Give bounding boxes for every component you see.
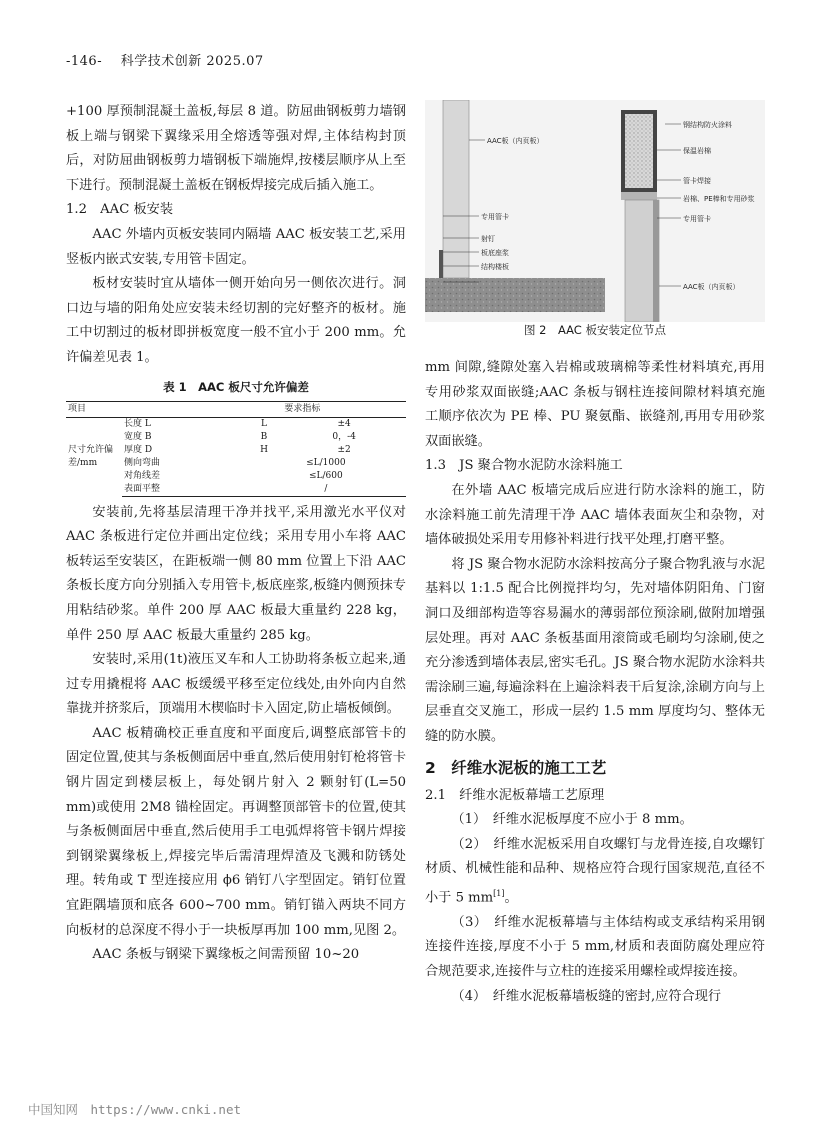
table-cell: 宽度 B: [124, 431, 152, 442]
paragraph: AAC 板精确校正垂直度和平面度后,调整底部管卡的固定位置,使其与条板侧面居中垂直,然后使用射钉枪将管卡钢片固定到楼层板上，每处钢片射入 2 颗射钉(L=50 mm)或使用 2M8 锚栓固定。再调整顶部管卡的位置,使其与条板侧面居中垂直,然后使用手工电弧焊将管卡钢片焊接到钢梁翼缘板上,焊接完毕后需清理焊渣及飞溅和防锈处理。转角或 T 型连接应用 ϕ6 销钉八字型固定。销钉位置宜距隅墙顶和底各 600~700 mm。销钉锚入两块不同方向板材的总深度不得小于一块板厚再加 100 mm,见图 2。: [66, 725, 406, 938]
table-header: 要求指标: [282, 401, 406, 417]
footer-watermark: 中国知网 https://www.cnki.net: [28, 1102, 242, 1117]
table-cell: H: [260, 444, 268, 455]
paragraph: 安装时,采用(1t)液压叉车和人工协助将条板立起来,通过专用撬棍将 AAC 板缓缓平移至定位线处,由外向内自然靠拢并挤浆后，顶端用木楔临时卡入固定,防止墙板倾倒。: [66, 652, 406, 717]
table-cell: 长度 L: [124, 418, 151, 429]
table-cell: ±2: [337, 444, 351, 455]
list-item-text: （2） 纤维水泥板采用自攻螺钉与龙骨连接,自攻螺钉材质、机械性能和品种、规格应符合现行国家规范,直径不小于 5 mm: [425, 836, 765, 906]
section-heading-2-1: 2.1 纤维水泥板幕墙工艺原理: [425, 787, 605, 803]
label-clip-bottom: 专用管卡: [481, 213, 509, 221]
table-cell: B: [260, 431, 268, 442]
page-number: -146-: [66, 54, 103, 69]
journal-name: 科学技术创新 2025.07: [120, 54, 264, 69]
label-clip-weld: 管卡焊接: [683, 177, 711, 185]
paragraph: AAC 条板与钢梁下翼缘板之间需预留 10~20: [92, 947, 360, 963]
table-header: 项目: [66, 401, 246, 417]
aac-installation-node-figure: [425, 100, 765, 322]
table-cell: ±4: [337, 418, 351, 429]
label-mortar-bed: 板底座浆: [481, 249, 509, 257]
section-heading-2: 2 纤维水泥板的施工工艺: [425, 758, 607, 777]
list-item: （3） 纤维水泥板幕墙与主体结构或支承结构采用钢连接件连接,厚度不小于 5 mm,材质和表面防腐处理应符合规范要求,连接件与立柱的连接采用螺栓或焊接连接。: [425, 914, 765, 980]
paragraph: 安装前,先将基层清理干净并找平,采用激光水平仪对 AAC 条板进行定位并画出定位线；采用专用小车将 AAC 板转运至安装区，在距板端一侧 80 mm 位置上下沿 AAC 条板长度方向分别插入专用管卡,板底座浆,板缝内侧预抹专用粘结砂浆。单件 200 厚 AAC 板最大重量约 228 kg，单件 250 厚 AAC 板最大重量约 285 kg。: [66, 504, 406, 643]
label-steel-fire: 钢结构防火涂料: [683, 121, 732, 129]
table-cell: 厚度 D: [124, 444, 153, 455]
table-cell: ≤L/1000: [306, 457, 346, 468]
paragraph: mm 间隙,缝隙处塞入岩棉或玻璃棉等柔性材料填充,再用专用砂浆双面嵌缝;AAC 条板与钢柱连接间隙材料填充施工顺序依次为 PE 棒、PU 聚氨酯、嵌缝剂,再用专用砂浆双面嵌缝。: [425, 360, 765, 449]
table-cell: L: [261, 418, 267, 429]
table-row: [66, 417, 406, 431]
tolerance-table: [66, 401, 406, 497]
list-item: （4） 纤维水泥板幕墙板缝的密封,应符合现行: [451, 988, 722, 1004]
label-nail: 射钉: [481, 235, 495, 243]
table-cell: 对角线差: [124, 470, 161, 481]
label-rock-wool: 保温岩棉: [683, 147, 711, 155]
table-cell: /: [246, 483, 406, 497]
table-cell: 侧向弯曲: [124, 457, 161, 468]
page-header: [66, 50, 264, 69]
table-header: [246, 401, 283, 417]
table-cell: ≤L/600: [308, 470, 343, 481]
paragraph: AAC 外墙内页板安装同内隔墙 AAC 板安装工艺,采用竖板内嵌式安装,专用管卡固定。: [66, 226, 406, 267]
section-heading-1-3: 1.3 JS 聚合物水泥防水涂料施工: [425, 458, 623, 474]
table-cell: 表面平整: [122, 483, 246, 497]
label-aac-bottom: AAC板（内页板）: [683, 283, 740, 291]
label-clip-top: 专用管卡: [683, 215, 711, 223]
paragraph: 将 JS 聚合物水泥防水涂料按高分子聚合物乳液与水泥基料以 1:1.5 配合比例搅拌均匀，先对墙体阴阳角、门窗洞口及细部构造等容易漏水的薄弱部位预涂刷,做附加增强层处理。再对 AAC 条板基面用滚筒或毛刷均匀涂刷,使之充分渗透到墙体表层,密实毛孔。JS 聚合物水泥防水涂料共需涂刷三遍,每遍涂料在上遍涂料表干后复涂,涂刷方向与上层垂直交叉施工，形成一层约 1.5 mm 厚度均匀、整体无缝的防水膜。: [425, 556, 765, 744]
paragraph: +100 厚预制混凝土盖板,每层 8 道。防屈曲钢板剪力墙钢板上端与钢梁下翼缘采用全熔透等强对焊,主体结构封顶后，对防屈曲钢板剪力墙钢板下端施焊,按楼层顺序从上至下进行。预制混凝土盖板在钢板焊接完成后插入施工。: [66, 104, 406, 193]
figure-caption: 图 2 AAC 板安装定位节点: [523, 323, 666, 337]
label-aac-inner: AAC板（内页板）: [487, 137, 544, 145]
paragraph: 在外墙 AAC 板墙完成后应进行防水涂料的施工，防水涂料施工前先清理干净 AAC 墙体表面灰尘和杂物，对墙体破损处采用专用修补料进行找平处理,打磨平整。: [425, 482, 765, 548]
slab-graphic: [425, 278, 605, 312]
section-heading-1-2: 1.2 AAC 板安装: [66, 202, 174, 218]
list-item-text: 。: [504, 890, 518, 906]
citation-ref[interactable]: [1]: [493, 888, 505, 898]
label-pe-mortar: 岩棉、PE棒和专用砂浆: [683, 195, 755, 203]
left-column: [66, 100, 406, 968]
table-cell: 0，-4: [332, 431, 356, 442]
paragraph: 板材安装时宜从墙体一侧开始向另一侧依次进行。洞口边与墙的阳角处应安装未经切割的完好整齐的板材。施工中切割过的板材即拼板宽度一般不宜小于 200 mm。允许偏差见表 1。: [66, 276, 406, 365]
table-group-label: 尺寸允许偏差/mm: [68, 444, 114, 468]
label-slab: 结构楼板: [481, 263, 509, 271]
list-item: [425, 833, 765, 911]
table-caption: 表 1 AAC 板尺寸允许偏差: [163, 379, 309, 394]
right-column: [425, 356, 765, 1009]
list-item: （1） 纤维水泥板厚度不应小于 8 mm。: [451, 812, 693, 828]
